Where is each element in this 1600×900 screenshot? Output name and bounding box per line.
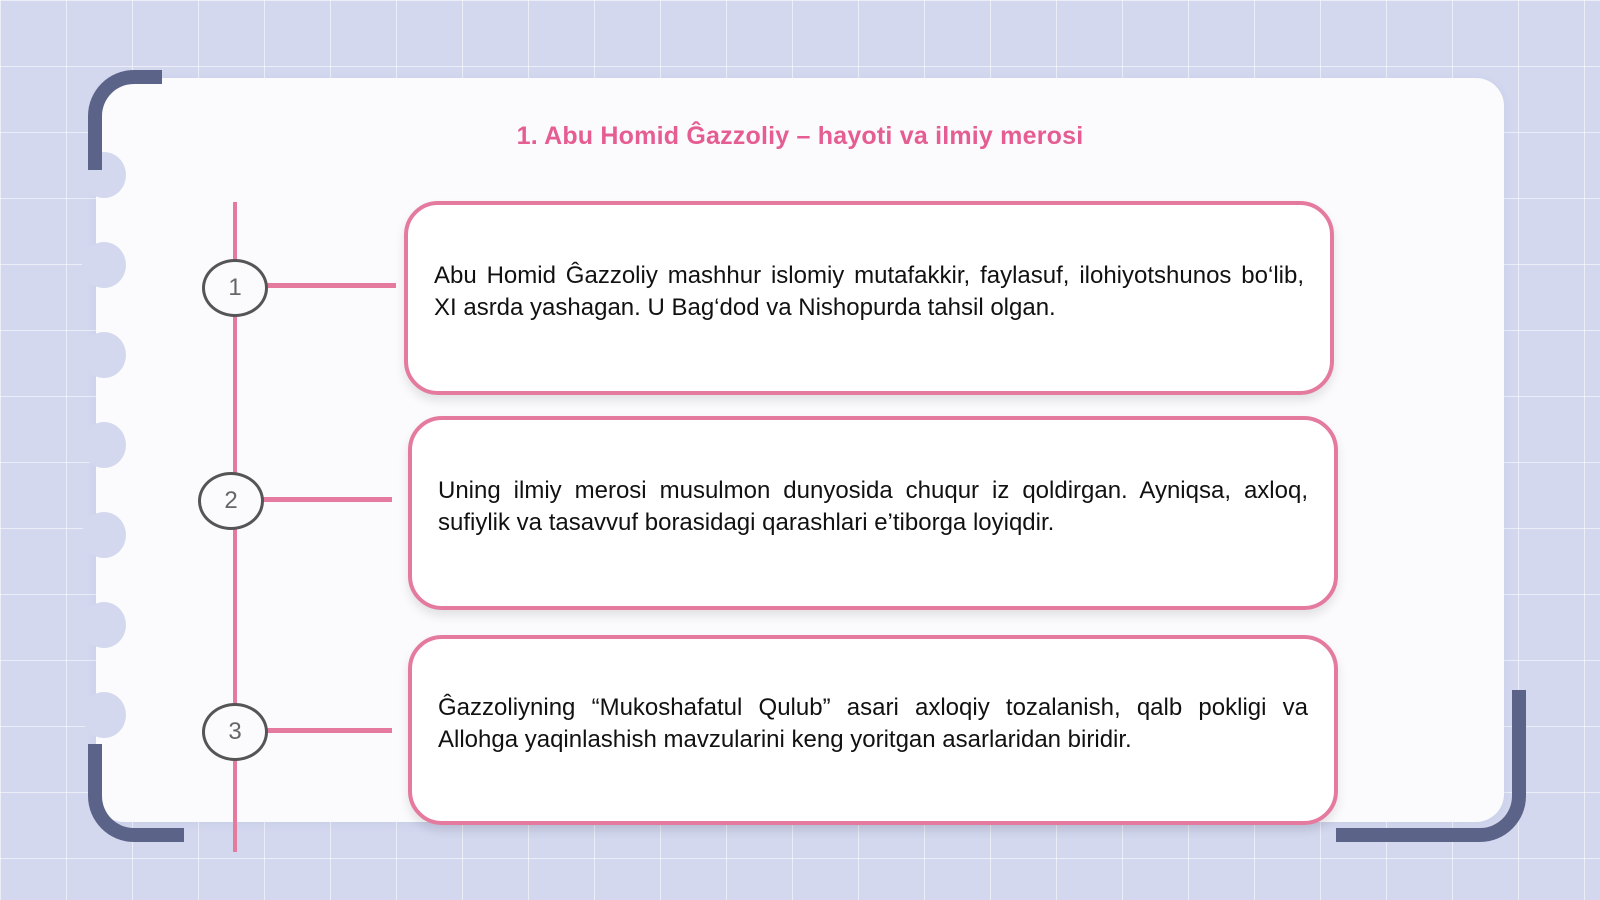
frame-corner-bottom-left [88,744,184,842]
frame-corner-bottom-right [1336,690,1526,842]
paper-notch [82,692,126,738]
step-text-1: Abu Homid Ĝazzoliy mashhur islomiy mutafakkir, faylasuf, ilohiyotshunos bo‘lib, XI asrda yashagan. U Bag‘dod va Nishopurda tahsil olgan. [434,262,1304,321]
timeline-connector-3 [266,728,392,733]
slide-title: 1. Abu Homid Ĝazzoliy – hayoti va ilmiy merosi [516,122,1084,150]
paper-notch [82,602,126,648]
step-number-3: 3 [202,703,268,761]
paper-notch [82,422,126,468]
paper-notch [82,242,126,288]
step-number-2: 2 [198,472,264,530]
step-card-2 [408,416,1338,610]
step-card-1 [404,201,1334,395]
paper-notch [82,332,126,378]
timeline-connector-1 [266,283,396,288]
frame-corner-top-left [88,70,162,170]
step-text-2: Uning ilmiy merosi musulmon dunyosida chuqur iz qoldirgan. Ayniqsa, axloq, sufiylik va tasavvuf borasidagi qarashlari e’tiborga loyiqdir. [438,477,1308,536]
step-text-3: Ĝazzoliyning “Mukoshafatul Qulub” asari axloqiy tozalanish, qalb pokligi va Allohga yaqinlashish mavzularini keng yoritgan asarlaridan biridir. [438,694,1308,753]
step-card-3 [408,635,1338,825]
timeline-connector-2 [262,497,392,502]
paper-notch [82,512,126,558]
step-number-1: 1 [202,259,268,317]
